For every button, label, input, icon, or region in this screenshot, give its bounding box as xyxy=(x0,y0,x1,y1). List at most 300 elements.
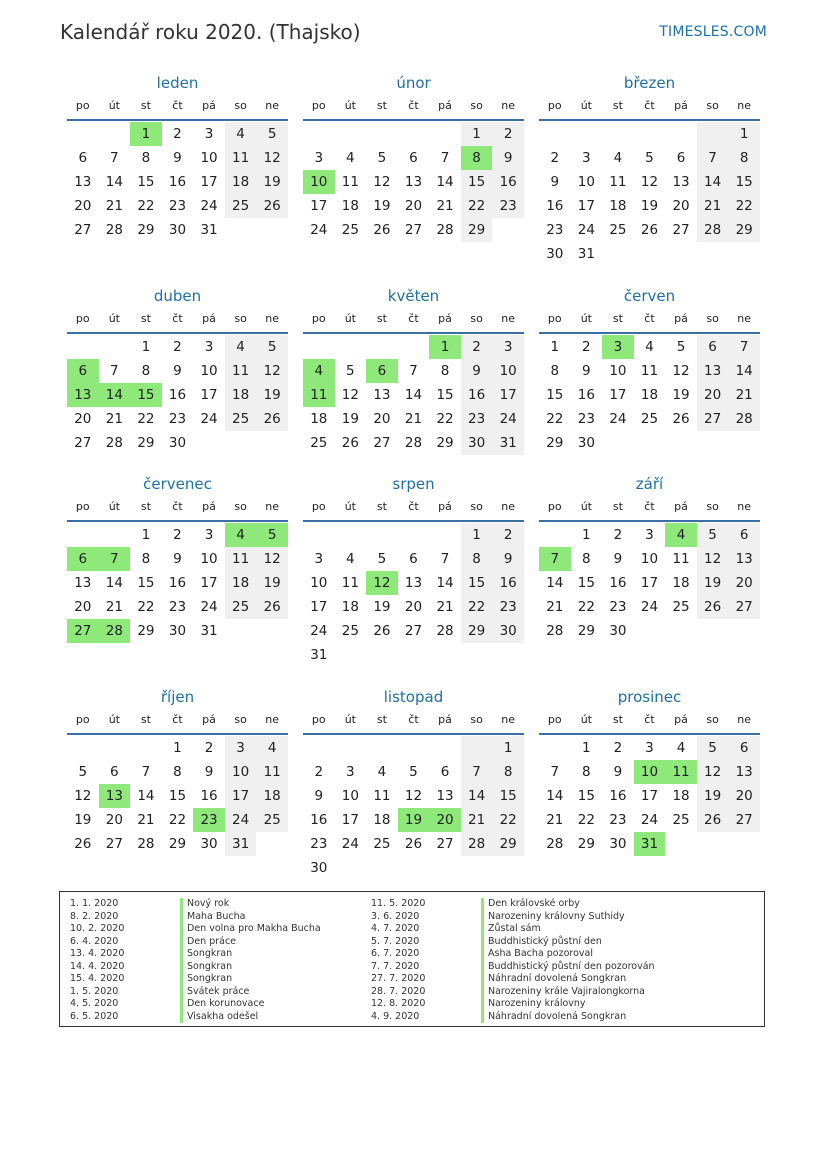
day-cell[interactable]: 23 xyxy=(310,836,328,852)
day-cell[interactable]: 9 xyxy=(550,174,560,190)
day-cell[interactable]: 30 xyxy=(609,623,627,639)
day-cell[interactable]: 23 xyxy=(168,599,187,615)
day-cell-holiday[interactable]: 14 xyxy=(99,383,131,407)
day-cell[interactable]: 21 xyxy=(137,812,155,828)
day-cell[interactable]: 13 xyxy=(74,174,92,190)
day-cell[interactable]: 15 xyxy=(728,170,760,194)
day-cell[interactable]: 1 xyxy=(141,339,151,355)
day-cell[interactable]: 17 xyxy=(492,383,524,407)
day-cell[interactable]: 6 xyxy=(110,764,119,780)
day-cell[interactable]: 23 xyxy=(168,198,187,214)
day-cell[interactable]: 14 xyxy=(436,575,454,591)
day-cell[interactable]: 28 xyxy=(728,407,760,431)
day-cell[interactable]: 11 xyxy=(373,788,391,804)
day-cell-holiday[interactable]: 15 xyxy=(130,383,162,407)
day-cell[interactable]: 18 xyxy=(341,599,359,615)
day-cell[interactable]: 18 xyxy=(225,383,257,407)
day-cell[interactable]: 24 xyxy=(200,599,218,615)
day-cell[interactable]: 22 xyxy=(137,599,155,615)
day-cell[interactable]: 22 xyxy=(577,812,595,828)
day-cell[interactable]: 30 xyxy=(492,619,524,643)
day-cell[interactable]: 20 xyxy=(728,784,760,808)
day-cell[interactable]: 16 xyxy=(492,571,524,595)
day-cell[interactable]: 7 xyxy=(461,760,493,784)
day-cell[interactable]: 7 xyxy=(550,764,560,780)
day-cell[interactable]: 6 xyxy=(409,551,418,567)
day-cell[interactable]: 27 xyxy=(728,808,760,832)
day-cell[interactable]: 29 xyxy=(436,435,454,451)
day-cell[interactable]: 2 xyxy=(173,126,182,142)
day-cell[interactable]: 29 xyxy=(492,832,524,856)
day-cell[interactable]: 16 xyxy=(168,387,187,403)
day-cell[interactable]: 13 xyxy=(373,387,391,403)
day-cell[interactable]: 28 xyxy=(404,435,423,451)
day-cell[interactable]: 23 xyxy=(609,599,627,615)
day-cell[interactable]: 24 xyxy=(310,623,328,639)
day-cell[interactable]: 29 xyxy=(461,619,493,643)
day-cell[interactable]: 8 xyxy=(550,363,560,379)
day-cell[interactable]: 20 xyxy=(74,411,92,427)
day-cell[interactable]: 12 xyxy=(373,174,391,190)
day-cell[interactable]: 28 xyxy=(137,836,155,852)
day-cell[interactable]: 25 xyxy=(256,808,288,832)
day-cell[interactable]: 8 xyxy=(173,764,182,780)
day-cell[interactable]: 28 xyxy=(105,222,123,238)
day-cell[interactable]: 29 xyxy=(577,836,595,852)
day-cell[interactable]: 5 xyxy=(256,335,288,359)
day-cell[interactable]: 17 xyxy=(640,575,659,591)
day-cell[interactable]: 10 xyxy=(200,363,218,379)
day-cell[interactable]: 18 xyxy=(373,812,391,828)
day-cell[interactable]: 12 xyxy=(404,788,423,804)
day-cell[interactable]: 4 xyxy=(346,150,355,166)
day-cell[interactable]: 27 xyxy=(74,222,92,238)
day-cell[interactable]: 1 xyxy=(173,740,182,756)
day-cell[interactable]: 23 xyxy=(168,411,187,427)
day-cell-holiday[interactable]: 23 xyxy=(193,808,225,832)
day-cell[interactable]: 23 xyxy=(546,222,564,238)
day-cell[interactable]: 18 xyxy=(341,198,359,214)
day-cell[interactable]: 26 xyxy=(256,595,288,619)
day-cell-holiday[interactable]: 31 xyxy=(634,832,666,856)
day-cell[interactable]: 16 xyxy=(609,575,627,591)
day-cell[interactable]: 9 xyxy=(204,764,214,780)
day-cell[interactable]: 18 xyxy=(672,575,690,591)
day-cell[interactable]: 10 xyxy=(492,359,524,383)
day-cell[interactable]: 12 xyxy=(640,174,659,190)
day-cell[interactable]: 14 xyxy=(105,575,123,591)
day-cell[interactable]: 17 xyxy=(609,387,627,403)
day-cell[interactable]: 6 xyxy=(728,523,760,547)
day-cell[interactable]: 29 xyxy=(137,435,155,451)
day-cell[interactable]: 3 xyxy=(492,335,524,359)
day-cell[interactable]: 24 xyxy=(577,222,595,238)
day-cell[interactable]: 28 xyxy=(105,435,123,451)
day-cell-holiday[interactable]: 6 xyxy=(67,547,99,571)
day-cell[interactable]: 20 xyxy=(105,812,123,828)
day-cell[interactable]: 13 xyxy=(74,575,92,591)
day-cell[interactable]: 12 xyxy=(697,547,729,571)
day-cell[interactable]: 21 xyxy=(105,599,123,615)
day-cell-holiday[interactable]: 6 xyxy=(67,359,99,383)
day-cell[interactable]: 7 xyxy=(697,146,729,170)
day-cell-holiday[interactable]: 10 xyxy=(303,170,335,194)
day-cell[interactable]: 24 xyxy=(310,222,328,238)
day-cell[interactable]: 24 xyxy=(640,812,659,828)
day-cell[interactable]: 13 xyxy=(728,547,760,571)
day-cell[interactable]: 14 xyxy=(728,359,760,383)
day-cell[interactable]: 26 xyxy=(672,411,690,427)
day-cell[interactable]: 3 xyxy=(645,527,654,543)
day-cell-holiday[interactable]: 8 xyxy=(461,146,493,170)
day-cell[interactable]: 4 xyxy=(645,339,654,355)
day-cell[interactable]: 13 xyxy=(697,359,729,383)
day-cell[interactable]: 2 xyxy=(613,740,623,756)
day-cell[interactable]: 23 xyxy=(492,595,524,619)
day-cell[interactable]: 15 xyxy=(436,387,454,403)
day-cell[interactable]: 24 xyxy=(225,808,257,832)
day-cell[interactable]: 31 xyxy=(310,647,328,663)
day-cell[interactable]: 14 xyxy=(436,174,454,190)
day-cell[interactable]: 1 xyxy=(141,527,151,543)
day-cell[interactable]: 18 xyxy=(672,788,690,804)
day-cell-holiday[interactable]: 27 xyxy=(67,619,99,643)
day-cell[interactable]: 12 xyxy=(256,146,288,170)
day-cell[interactable]: 21 xyxy=(546,812,564,828)
day-cell[interactable]: 20 xyxy=(74,599,92,615)
day-cell[interactable]: 14 xyxy=(461,784,493,808)
day-cell[interactable]: 18 xyxy=(640,387,659,403)
day-cell[interactable]: 10 xyxy=(640,551,659,567)
day-cell[interactable]: 17 xyxy=(341,812,359,828)
day-cell[interactable]: 11 xyxy=(640,363,659,379)
day-cell[interactable]: 22 xyxy=(168,812,187,828)
day-cell[interactable]: 9 xyxy=(173,363,182,379)
day-cell[interactable]: 2 xyxy=(492,122,524,146)
day-cell-holiday[interactable]: 7 xyxy=(539,547,571,571)
day-cell[interactable]: 5 xyxy=(409,764,418,780)
day-cell[interactable]: 5 xyxy=(377,551,387,567)
day-cell[interactable]: 15 xyxy=(168,788,187,804)
day-cell[interactable]: 20 xyxy=(672,198,690,214)
day-cell[interactable]: 9 xyxy=(314,788,324,804)
day-cell-holiday[interactable]: 11 xyxy=(303,383,335,407)
day-cell[interactable]: 30 xyxy=(200,836,218,852)
day-cell[interactable]: 19 xyxy=(373,599,391,615)
day-cell[interactable]: 13 xyxy=(404,575,423,591)
day-cell[interactable]: 12 xyxy=(74,788,92,804)
day-cell[interactable]: 19 xyxy=(74,812,92,828)
day-cell[interactable]: 16 xyxy=(546,198,564,214)
day-cell[interactable]: 21 xyxy=(105,198,123,214)
day-cell-holiday[interactable]: 10 xyxy=(634,760,666,784)
day-cell[interactable]: 30 xyxy=(168,222,187,238)
day-cell[interactable]: 7 xyxy=(409,363,418,379)
day-cell-holiday[interactable]: 13 xyxy=(67,383,99,407)
day-cell[interactable]: 3 xyxy=(204,339,214,355)
day-cell[interactable]: 4 xyxy=(346,551,355,567)
day-cell[interactable]: 14 xyxy=(137,788,155,804)
day-cell[interactable]: 17 xyxy=(225,784,257,808)
day-cell[interactable]: 26 xyxy=(256,194,288,218)
day-cell[interactable]: 13 xyxy=(404,174,423,190)
day-cell[interactable]: 1 xyxy=(492,736,524,760)
day-cell[interactable]: 17 xyxy=(577,198,595,214)
day-cell[interactable]: 27 xyxy=(74,435,92,451)
day-cell[interactable]: 28 xyxy=(546,836,564,852)
day-cell[interactable]: 25 xyxy=(672,812,690,828)
day-cell[interactable]: 3 xyxy=(204,126,214,142)
day-cell-holiday[interactable]: 3 xyxy=(602,335,634,359)
day-cell[interactable]: 11 xyxy=(225,547,257,571)
day-cell[interactable]: 4 xyxy=(225,335,257,359)
day-cell[interactable]: 9 xyxy=(461,359,493,383)
day-cell[interactable]: 14 xyxy=(546,788,564,804)
day-cell[interactable]: 25 xyxy=(341,222,359,238)
day-cell[interactable]: 7 xyxy=(728,335,760,359)
day-cell[interactable]: 27 xyxy=(105,836,123,852)
day-cell-holiday[interactable]: 20 xyxy=(429,808,461,832)
day-cell[interactable]: 7 xyxy=(440,150,450,166)
day-cell[interactable]: 5 xyxy=(645,150,654,166)
day-cell[interactable]: 4 xyxy=(613,150,623,166)
day-cell[interactable]: 9 xyxy=(582,363,591,379)
day-cell[interactable]: 6 xyxy=(78,150,88,166)
day-cell[interactable]: 9 xyxy=(613,764,623,780)
day-cell[interactable]: 16 xyxy=(310,812,328,828)
day-cell[interactable]: 8 xyxy=(582,764,591,780)
day-cell[interactable]: 5 xyxy=(78,764,88,780)
day-cell[interactable]: 25 xyxy=(609,222,627,238)
day-cell[interactable]: 12 xyxy=(256,359,288,383)
day-cell[interactable]: 26 xyxy=(640,222,659,238)
day-cell[interactable]: 11 xyxy=(256,760,288,784)
day-cell[interactable]: 25 xyxy=(640,411,659,427)
day-cell-holiday[interactable]: 5 xyxy=(256,523,288,547)
day-cell[interactable]: 18 xyxy=(225,170,257,194)
day-cell[interactable]: 18 xyxy=(225,571,257,595)
day-cell[interactable]: 3 xyxy=(582,150,591,166)
day-cell[interactable]: 19 xyxy=(697,571,729,595)
day-cell[interactable]: 24 xyxy=(640,599,659,615)
day-cell[interactable]: 23 xyxy=(577,411,595,427)
day-cell-holiday[interactable]: 19 xyxy=(398,808,430,832)
day-cell[interactable]: 27 xyxy=(672,222,690,238)
day-cell[interactable]: 2 xyxy=(582,339,591,355)
day-cell[interactable]: 10 xyxy=(200,551,218,567)
day-cell[interactable]: 15 xyxy=(137,575,155,591)
day-cell[interactable]: 16 xyxy=(168,575,187,591)
day-cell[interactable]: 22 xyxy=(728,194,760,218)
day-cell[interactable]: 26 xyxy=(74,836,92,852)
day-cell[interactable]: 31 xyxy=(200,623,218,639)
day-cell[interactable]: 5 xyxy=(676,339,686,355)
day-cell[interactable]: 28 xyxy=(436,222,454,238)
day-cell[interactable]: 27 xyxy=(436,836,454,852)
day-cell[interactable]: 8 xyxy=(492,760,524,784)
day-cell[interactable]: 30 xyxy=(310,860,328,876)
day-cell[interactable]: 16 xyxy=(492,170,524,194)
day-cell[interactable]: 7 xyxy=(440,551,450,567)
day-cell[interactable]: 21 xyxy=(436,599,454,615)
day-cell[interactable]: 28 xyxy=(461,832,493,856)
day-cell[interactable]: 8 xyxy=(728,146,760,170)
day-cell[interactable]: 23 xyxy=(492,194,524,218)
day-cell[interactable]: 20 xyxy=(404,599,423,615)
day-cell[interactable]: 3 xyxy=(314,150,324,166)
day-cell[interactable]: 26 xyxy=(697,595,729,619)
day-cell-holiday[interactable]: 28 xyxy=(99,619,131,643)
day-cell[interactable]: 15 xyxy=(492,784,524,808)
day-cell[interactable]: 18 xyxy=(256,784,288,808)
day-cell[interactable]: 21 xyxy=(105,411,123,427)
day-cell[interactable]: 6 xyxy=(440,764,450,780)
day-cell[interactable]: 30 xyxy=(168,623,187,639)
day-cell[interactable]: 11 xyxy=(225,146,257,170)
day-cell[interactable]: 11 xyxy=(672,551,690,567)
day-cell[interactable]: 30 xyxy=(609,836,627,852)
day-cell[interactable]: 15 xyxy=(577,575,595,591)
day-cell[interactable]: 31 xyxy=(577,246,595,262)
day-cell[interactable]: 15 xyxy=(461,571,493,595)
day-cell[interactable]: 12 xyxy=(341,387,359,403)
day-cell-holiday[interactable]: 12 xyxy=(366,571,398,595)
day-cell[interactable]: 20 xyxy=(404,198,423,214)
day-cell[interactable]: 8 xyxy=(440,363,450,379)
day-cell[interactable]: 14 xyxy=(546,575,564,591)
day-cell[interactable]: 25 xyxy=(310,435,328,451)
day-cell[interactable]: 22 xyxy=(546,411,564,427)
day-cell[interactable]: 5 xyxy=(346,363,355,379)
day-cell[interactable]: 2 xyxy=(550,150,560,166)
day-cell[interactable]: 10 xyxy=(341,788,359,804)
day-cell[interactable]: 21 xyxy=(697,194,729,218)
day-cell[interactable]: 4 xyxy=(676,740,686,756)
day-cell[interactable]: 16 xyxy=(461,383,493,407)
day-cell[interactable]: 29 xyxy=(546,435,564,451)
day-cell[interactable]: 24 xyxy=(609,411,627,427)
day-cell[interactable]: 31 xyxy=(492,431,524,455)
day-cell[interactable]: 21 xyxy=(546,599,564,615)
day-cell[interactable]: 8 xyxy=(141,363,151,379)
day-cell[interactable]: 19 xyxy=(640,198,659,214)
day-cell[interactable]: 22 xyxy=(436,411,454,427)
day-cell[interactable]: 16 xyxy=(609,788,627,804)
day-cell[interactable]: 4 xyxy=(225,122,257,146)
day-cell[interactable]: 17 xyxy=(310,198,328,214)
day-cell[interactable]: 2 xyxy=(492,523,524,547)
day-cell[interactable]: 28 xyxy=(436,623,454,639)
day-cell[interactable]: 2 xyxy=(461,335,493,359)
day-cell[interactable]: 24 xyxy=(200,411,218,427)
day-cell[interactable]: 29 xyxy=(728,218,760,242)
day-cell[interactable]: 23 xyxy=(461,407,493,431)
day-cell[interactable]: 5 xyxy=(256,122,288,146)
day-cell-holiday[interactable]: 11 xyxy=(665,760,697,784)
day-cell[interactable]: 27 xyxy=(697,407,729,431)
day-cell[interactable]: 19 xyxy=(697,784,729,808)
day-cell[interactable]: 28 xyxy=(546,623,564,639)
day-cell[interactable]: 26 xyxy=(697,808,729,832)
day-cell[interactable]: 24 xyxy=(200,198,218,214)
day-cell[interactable]: 20 xyxy=(74,198,92,214)
day-cell[interactable]: 29 xyxy=(137,623,155,639)
day-cell[interactable]: 15 xyxy=(137,174,155,190)
day-cell[interactable]: 11 xyxy=(225,359,257,383)
day-cell[interactable]: 5 xyxy=(697,736,729,760)
day-cell[interactable]: 17 xyxy=(200,387,218,403)
day-cell[interactable]: 11 xyxy=(341,174,359,190)
day-cell[interactable]: 27 xyxy=(404,623,423,639)
day-cell-holiday[interactable]: 4 xyxy=(225,523,257,547)
day-cell[interactable]: 26 xyxy=(404,836,423,852)
day-cell-holiday[interactable]: 6 xyxy=(366,359,398,383)
day-cell[interactable]: 10 xyxy=(225,760,257,784)
day-cell[interactable]: 19 xyxy=(256,170,288,194)
day-cell[interactable]: 26 xyxy=(256,407,288,431)
day-cell[interactable]: 22 xyxy=(577,599,595,615)
day-cell[interactable]: 7 xyxy=(110,150,119,166)
day-cell[interactable]: 14 xyxy=(404,387,423,403)
day-cell[interactable]: 15 xyxy=(461,170,493,194)
day-cell[interactable]: 11 xyxy=(341,575,359,591)
day-cell[interactable]: 21 xyxy=(436,198,454,214)
day-cell-holiday[interactable]: 1 xyxy=(130,122,162,146)
day-cell[interactable]: 30 xyxy=(168,435,187,451)
day-cell-holiday[interactable]: 1 xyxy=(429,335,461,359)
day-cell[interactable]: 22 xyxy=(461,194,493,218)
day-cell[interactable]: 1 xyxy=(550,339,560,355)
day-cell[interactable]: 8 xyxy=(141,150,151,166)
day-cell[interactable]: 25 xyxy=(341,623,359,639)
day-cell[interactable]: 17 xyxy=(200,575,218,591)
day-cell[interactable]: 2 xyxy=(613,527,623,543)
day-cell[interactable]: 3 xyxy=(225,736,257,760)
day-cell[interactable]: 24 xyxy=(492,407,524,431)
day-cell[interactable]: 22 xyxy=(492,808,524,832)
day-cell[interactable]: 4 xyxy=(377,764,387,780)
day-cell[interactable]: 6 xyxy=(409,150,418,166)
day-cell[interactable]: 29 xyxy=(168,836,187,852)
day-cell[interactable]: 1 xyxy=(582,527,591,543)
day-cell[interactable]: 7 xyxy=(141,764,151,780)
day-cell[interactable]: 17 xyxy=(640,788,659,804)
day-cell[interactable]: 9 xyxy=(173,150,182,166)
day-cell[interactable]: 31 xyxy=(200,222,218,238)
day-cell[interactable]: 15 xyxy=(577,788,595,804)
day-cell[interactable]: 20 xyxy=(373,411,391,427)
day-cell[interactable]: 2 xyxy=(173,339,182,355)
day-cell[interactable]: 2 xyxy=(204,740,214,756)
day-cell[interactable]: 2 xyxy=(314,764,324,780)
day-cell[interactable]: 9 xyxy=(173,551,182,567)
day-cell[interactable]: 29 xyxy=(461,218,493,242)
day-cell[interactable]: 7 xyxy=(110,363,119,379)
day-cell[interactable]: 30 xyxy=(461,431,493,455)
day-cell[interactable]: 22 xyxy=(461,595,493,619)
day-cell[interactable]: 3 xyxy=(645,740,654,756)
day-cell[interactable]: 25 xyxy=(373,836,391,852)
day-cell[interactable]: 19 xyxy=(672,387,690,403)
day-cell[interactable]: 20 xyxy=(728,571,760,595)
day-cell[interactable]: 1 xyxy=(461,122,493,146)
day-cell[interactable]: 6 xyxy=(728,736,760,760)
day-cell[interactable]: 12 xyxy=(697,760,729,784)
day-cell[interactable]: 12 xyxy=(672,363,690,379)
day-cell[interactable]: 8 xyxy=(461,547,493,571)
day-cell-holiday[interactable]: 4 xyxy=(303,359,335,383)
day-cell[interactable]: 20 xyxy=(697,383,729,407)
